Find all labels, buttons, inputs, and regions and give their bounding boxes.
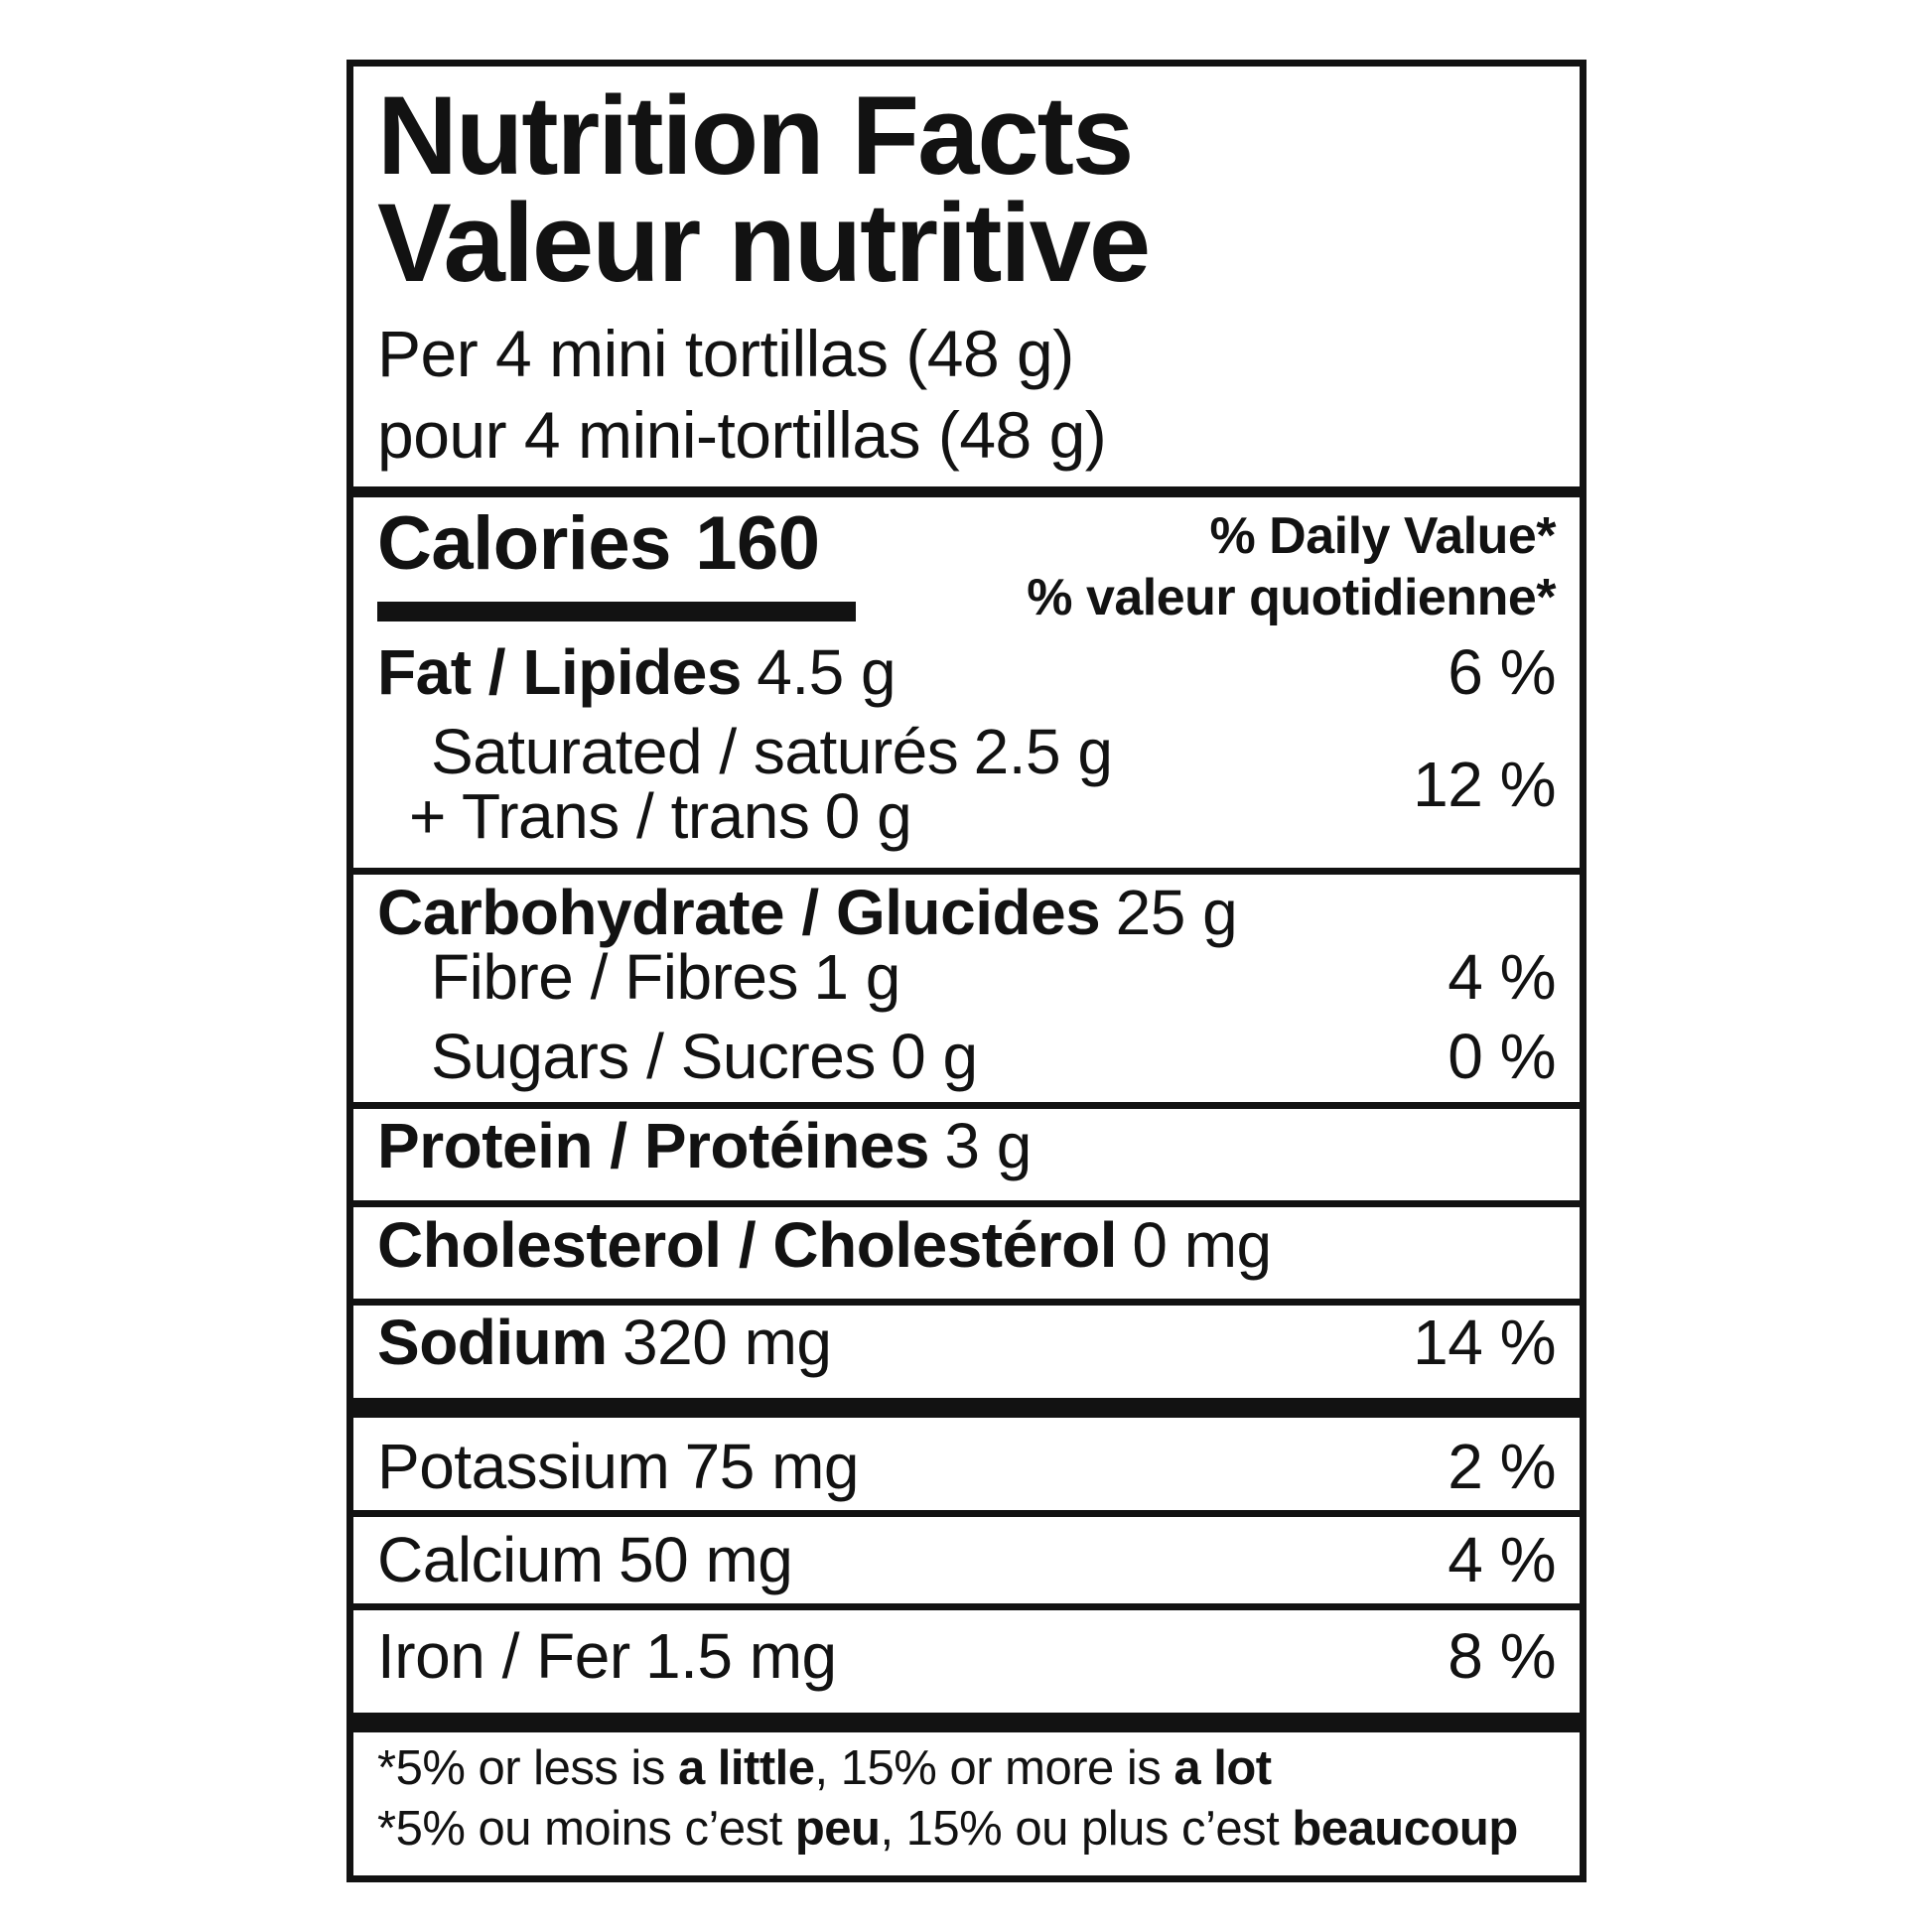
divider-after-potassium bbox=[353, 1510, 1580, 1517]
footnote-en-text-1: *5% or less is bbox=[377, 1741, 678, 1795]
serving-size-fr: pour 4 mini-tortillas (48 g) bbox=[377, 398, 1107, 472]
sugars-name: Sugars / Sucres bbox=[431, 1021, 876, 1092]
protein-row bbox=[377, 1110, 1032, 1181]
sodium-amount: 320 mg bbox=[622, 1307, 832, 1378]
footnote-fr bbox=[377, 1802, 1518, 1856]
protein-amount: 3 g bbox=[944, 1110, 1032, 1181]
saturated-row bbox=[431, 716, 1113, 787]
nutrition-label-box bbox=[346, 60, 1587, 1882]
footnote-fr-text-2: , 15% ou plus c’est bbox=[880, 1802, 1293, 1856]
potassium-amount: 75 mg bbox=[684, 1431, 860, 1502]
divider-after-protein bbox=[353, 1200, 1580, 1207]
calories-row bbox=[377, 501, 820, 586]
sodium-name: Sodium bbox=[377, 1307, 608, 1378]
iron-amount: 1.5 mg bbox=[644, 1620, 837, 1692]
protein-name: Protein / Protéines bbox=[377, 1110, 929, 1181]
saturated-amount: 2.5 g bbox=[973, 716, 1113, 787]
calories-underline-bar bbox=[377, 602, 856, 621]
fat-name: Fat / Lipides bbox=[377, 636, 742, 708]
fibre-amount: 1 g bbox=[813, 941, 900, 1013]
saturated-name: Saturated / saturés bbox=[431, 716, 959, 787]
thick-bar-after-sodium bbox=[353, 1398, 1580, 1418]
calcium-name: Calcium bbox=[377, 1524, 604, 1595]
cholesterol-row bbox=[377, 1209, 1272, 1281]
sugars-row bbox=[431, 1021, 978, 1092]
potassium-name: Potassium bbox=[377, 1431, 670, 1502]
footnote-en-bold-1: a little bbox=[677, 1741, 815, 1795]
fat-dv: 6 % bbox=[1448, 636, 1556, 708]
fibre-dv: 4 % bbox=[1448, 941, 1556, 1013]
trans-amount: 0 g bbox=[824, 780, 912, 852]
footnote-en-text-2: , 15% or more is bbox=[814, 1741, 1174, 1795]
sugars-dv: 0 % bbox=[1448, 1021, 1556, 1092]
footnote-fr-bold-1: peu bbox=[794, 1802, 881, 1856]
trans-row bbox=[409, 780, 912, 852]
iron-dv: 8 % bbox=[1448, 1620, 1556, 1692]
thick-bar-after-iron bbox=[353, 1713, 1580, 1732]
divider-after-cholesterol bbox=[353, 1299, 1580, 1306]
fat-row bbox=[377, 636, 897, 708]
divider-after-carbohydrate bbox=[353, 1102, 1580, 1109]
saturated-trans-dv: 12 % bbox=[1413, 749, 1556, 820]
valeur-nutritive-title: Valeur nutritive bbox=[377, 181, 1150, 305]
divider-after-fat bbox=[353, 868, 1580, 875]
sugars-amount: 0 g bbox=[891, 1021, 978, 1092]
cholesterol-amount: 0 mg bbox=[1132, 1209, 1272, 1281]
serving-size-en: Per 4 mini tortillas (48 g) bbox=[377, 317, 1074, 390]
fat-amount: 4.5 g bbox=[757, 636, 897, 708]
carbohydrate-name: Carbohydrate / Glucides bbox=[377, 877, 1101, 948]
daily-value-header bbox=[1027, 505, 1556, 628]
carbohydrate-amount: 25 g bbox=[1115, 877, 1238, 948]
trans-name: + Trans / trans bbox=[409, 780, 810, 852]
cholesterol-name: Cholesterol / Cholestérol bbox=[377, 1209, 1117, 1281]
sodium-row bbox=[377, 1307, 832, 1378]
sodium-dv: 14 % bbox=[1413, 1307, 1556, 1378]
nutrition-facts-title: Nutrition Facts bbox=[377, 73, 1133, 198]
footnote-fr-bold-2: beaucoup bbox=[1292, 1802, 1518, 1856]
potassium-row bbox=[377, 1431, 860, 1502]
footnote-en bbox=[377, 1741, 1272, 1795]
fibre-name: Fibre / Fibres bbox=[431, 941, 798, 1013]
carbohydrate-row bbox=[377, 877, 1238, 948]
divider-after-calcium bbox=[353, 1603, 1580, 1610]
calcium-dv: 4 % bbox=[1448, 1524, 1556, 1595]
footnote-en-bold-2: a lot bbox=[1173, 1741, 1272, 1795]
daily-value-header-en: % Daily Value* bbox=[1209, 507, 1556, 565]
iron-name: Iron / Fer bbox=[377, 1620, 630, 1692]
calories-value: 160 bbox=[695, 501, 820, 586]
fibre-row bbox=[431, 941, 900, 1013]
calcium-row bbox=[377, 1524, 793, 1595]
daily-value-header-fr: % valeur quotidienne* bbox=[1027, 569, 1556, 626]
calcium-amount: 50 mg bbox=[619, 1524, 793, 1595]
potassium-dv: 2 % bbox=[1448, 1431, 1556, 1502]
footnote-fr-text-1: *5% ou moins c’est bbox=[377, 1802, 795, 1856]
serving-divider bbox=[353, 486, 1580, 497]
calories-label: Calories bbox=[377, 501, 671, 586]
iron-row bbox=[377, 1620, 837, 1692]
